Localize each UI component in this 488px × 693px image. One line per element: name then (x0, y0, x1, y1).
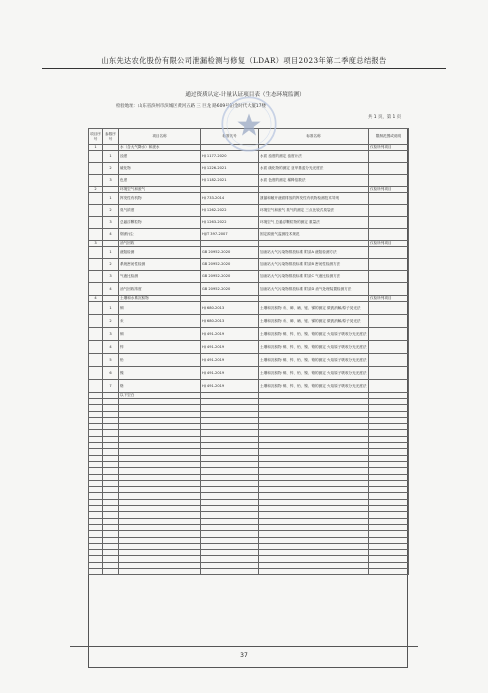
empty-cell (119, 569, 201, 575)
cell-param-no: 1 (103, 151, 119, 163)
cell-standard-name: 土壤和沉积物 铜、锌、铅、镍、铬的测定 火焰原子吸收分光光度法 (259, 341, 369, 354)
cell-item-no: 1 (89, 145, 103, 151)
inspection-address: 检验地址：山东省滨州市滨城区黄河五路 三 巨龙 路609号铂金时代大厦17楼 (116, 104, 266, 109)
table-row (89, 271, 409, 283)
cell-param-no: 1 (103, 302, 119, 315)
cell-limit-note (369, 328, 409, 341)
col-item-name: 项目名称 (119, 129, 201, 145)
cell-item-name: 以下空白 (119, 393, 201, 399)
cell-standard-code: HJ 1182-2021 (201, 175, 259, 187)
cell-standard-name: 土壤和沉积物 汞、砷、硒、铋、锑的测定 微波消解/原子荧光法 (259, 315, 369, 328)
cell-limit-note (369, 367, 409, 380)
cell-item-no (89, 259, 103, 271)
cell-param-no: 6 (103, 367, 119, 380)
cell-limit-note (369, 151, 409, 163)
cell-item-name: 色度 (119, 175, 201, 187)
cell-item-name: 液阻检测 (119, 247, 201, 259)
cell-standard-code: GB 20952-2020 (201, 247, 259, 259)
cell-item-name: 土壤和水系沉积物 (119, 296, 201, 302)
cell-limit-note (369, 354, 409, 367)
cell-limit-note (369, 315, 409, 328)
cell-standard-name: 水质 色度的测定 稀释倍数法 (259, 175, 369, 187)
cell-limit-note (369, 193, 409, 205)
table-row (89, 341, 409, 354)
cell-item-name: 气液比检测 (119, 271, 201, 283)
cell-item-no (89, 328, 103, 341)
footer-divider (70, 646, 418, 647)
cell-limit-note (369, 247, 409, 259)
empty-cell (369, 569, 409, 575)
cell-standard-name: 环境空气 总悬浮颗粒物的测定 重量法 (259, 217, 369, 229)
table-row (89, 367, 409, 380)
cell-standard-name: 土壤和沉积物 汞、砷、硒、铋、锑的测定 微波消解/原子荧光法 (259, 302, 369, 315)
cell-param-no: 3 (103, 175, 119, 187)
cell-item-no (89, 163, 103, 175)
cell-item-no (89, 302, 103, 315)
cell-item-name: 油气回收 (119, 241, 201, 247)
cell-standard-code: HJ 1262-2022 (201, 205, 259, 217)
cell-standard-name: 泄漏和敞开液面排放的挥发性有机物检测技术导则 (259, 193, 369, 205)
empty-cell (103, 569, 119, 575)
cell-item-no (89, 247, 103, 259)
cell-limit-note (369, 217, 409, 229)
cell-item-name: 水（含大气降水）和废水 (119, 145, 201, 151)
cell-param-no: 4 (103, 229, 119, 241)
table-row (89, 217, 409, 229)
empty-cell (259, 569, 369, 575)
empty-cell (201, 569, 259, 575)
cell-standard-code: GB 20952-2020 (201, 259, 259, 271)
cell-item-name: 系统密闭性检测 (119, 259, 201, 271)
cell-item-name: 铅 (119, 354, 201, 367)
col-item-no: 项目序号 (89, 129, 103, 145)
cell-item-name: 油气回收浓度 (119, 283, 201, 296)
table-row (89, 259, 409, 271)
cell-standard-code: GB 20952-2020 (201, 271, 259, 283)
cell-standard-name: 土壤和沉积物 铜、锌、铅、镍、铬的测定 火焰原子吸收分光光度法 (259, 328, 369, 341)
col-limit-note: 限制范围或说明 (369, 129, 409, 145)
cell-standard-name: 加油站大气污染物排放标准 附录A 液阻检测方法 (259, 247, 369, 259)
table-row (89, 283, 409, 296)
cell-param-no: 4 (103, 283, 119, 296)
cell-item-name: 烟(粉)尘 (119, 229, 201, 241)
cell-param-no: 1 (103, 193, 119, 205)
cell-limit-note (369, 302, 409, 315)
cell-standard-code: HJ 1177-2020 (201, 151, 259, 163)
table-row (89, 163, 409, 175)
cell-standard-name: 水质 硫化物的测定 亚甲基蓝分光光度法 (259, 163, 369, 175)
official-seal-stamp (220, 95, 278, 153)
cell-item-no (89, 205, 103, 217)
cell-limit-note (369, 175, 409, 187)
empty-row (89, 569, 409, 575)
cell-limit-note (369, 341, 409, 354)
cell-item-no (89, 271, 103, 283)
cell-standard-code: HJ 491-2019 (201, 367, 259, 380)
cell-item-no (89, 193, 103, 205)
cell-standard-name: 加油站大气污染物排放标准 附录D 油气处理装置检测方法 (259, 283, 369, 296)
cell-item-name: 锌 (119, 341, 201, 354)
cell-standard-name: 加油站大气污染物排放标准 附录B 密闭性检测方法 (259, 259, 369, 271)
page-number: 37 (240, 652, 248, 659)
cell-limit-note: 仅检所列项目 (369, 296, 409, 302)
cell-item-no (89, 367, 103, 380)
accreditation-table (88, 128, 409, 575)
cell-item-no: 3 (89, 241, 103, 247)
cell-item-name: 铬 (119, 380, 201, 393)
cell-standard-name: 土壤和沉积物 铜、锌、铅、镍、铬的测定 火焰原子吸收分光光度法 (259, 367, 369, 380)
page-count: 共 1 页，第 1 页 (368, 115, 402, 120)
cell-limit-note (369, 229, 409, 241)
cell-param-no: 2 (103, 315, 119, 328)
cell-item-no (89, 151, 103, 163)
cell-limit-note: 仅检所列项目 (369, 241, 409, 247)
cell-item-no (89, 380, 103, 393)
table-row (89, 354, 409, 367)
cell-item-name: 硫化物 (119, 163, 201, 175)
col-standard-code: 标准代号 (201, 129, 259, 145)
cell-param-no: 3 (103, 328, 119, 341)
cell-param-no: 7 (103, 380, 119, 393)
cell-item-no (89, 315, 103, 328)
report-header-title: 山东先达农化股份有限公司泄漏检测与修复（LDAR）项目2023年第二季度总结报告 (101, 56, 387, 65)
cell-item-no (89, 341, 103, 354)
cell-standard-code: HJ 491-2019 (201, 328, 259, 341)
cell-limit-note: 仅检所列项目 (369, 145, 409, 151)
cell-standard-code: HJ 1263-2022 (201, 217, 259, 229)
table-row (89, 193, 409, 205)
table-row (89, 315, 409, 328)
cell-item-name: 臭气浓度 (119, 205, 201, 217)
cell-standard-code: HJ 491-2019 (201, 380, 259, 393)
cell-standard-code: HJ 733-2014 (201, 193, 259, 205)
cell-item-name: 浊度 (119, 151, 201, 163)
table-row (89, 380, 409, 393)
col-standard-name: 标准名称 (259, 129, 369, 145)
cell-limit-note (369, 259, 409, 271)
cell-item-name: 镍 (119, 367, 201, 380)
cell-limit-note (369, 271, 409, 283)
table-row (89, 302, 409, 315)
cell-item-no (89, 283, 103, 296)
cell-limit-note (369, 380, 409, 393)
cell-item-name: 总悬浮颗粒物 (119, 217, 201, 229)
cell-param-no: 4 (103, 341, 119, 354)
cell-standard-code: GB 20952-2020 (201, 283, 259, 296)
cell-item-no (89, 354, 103, 367)
cell-standard-name: 土壤和沉积物 铜、锌、铅、镍、铬的测定 火焰原子吸收分光光度法 (259, 380, 369, 393)
cell-item-no: 4 (89, 296, 103, 302)
cell-standard-code: HJ/T 397-2007 (201, 229, 259, 241)
cell-item-name: 铜 (119, 302, 201, 315)
table-row (89, 328, 409, 341)
cell-item-name: 环境空气和废气 (119, 187, 201, 193)
cell-param-no: 2 (103, 259, 119, 271)
cell-limit-note: 仅检所列项目 (369, 187, 409, 193)
cell-item-no (89, 175, 103, 187)
cell-standard-name: 固定源废气监测技术规范 (259, 229, 369, 241)
cell-item-name: 汞 (119, 315, 201, 328)
cell-limit-note (369, 205, 409, 217)
cell-param-no: 1 (103, 247, 119, 259)
cell-standard-code: HJ 1226-2021 (201, 163, 259, 175)
table-row (89, 175, 409, 187)
cell-item-no (89, 229, 103, 241)
cell-standard-name: 水质 浊度的测定 浊度计法 (259, 151, 369, 163)
cell-item-name: 挥发性有机物 (119, 193, 201, 205)
cell-item-no: 2 (89, 187, 103, 193)
cell-param-no: 3 (103, 271, 119, 283)
cell-standard-code: HJ 491-2019 (201, 341, 259, 354)
document-title: 通过资质认定-计量认证项目表（生态环境监测） (185, 92, 305, 98)
cell-item-name: 铜 (119, 328, 201, 341)
col-param-no: 参数序号 (103, 129, 119, 145)
cell-param-no: 3 (103, 217, 119, 229)
cell-param-no: 2 (103, 163, 119, 175)
table-row (89, 205, 409, 217)
cell-standard-code: HJ 491-2019 (201, 354, 259, 367)
cell-limit-note (369, 163, 409, 175)
cell-standard-name: 环境空气和废气 臭气的测定 三点比较式臭袋法 (259, 205, 369, 217)
header-divider (42, 68, 446, 69)
cell-standard-name: 土壤和沉积物 铜、锌、铅、镍、铬的测定 火焰原子吸收分光光度法 (259, 354, 369, 367)
cell-param-no: 2 (103, 205, 119, 217)
cell-standard-name: 加油站大气污染物排放标准 附录C 气液比检测方法 (259, 271, 369, 283)
table-row (89, 229, 409, 241)
cell-param-no: 5 (103, 354, 119, 367)
cell-item-no (89, 217, 103, 229)
cell-limit-note (369, 283, 409, 296)
empty-cell (89, 569, 103, 575)
cell-standard-code: HJ 680-2013 (201, 315, 259, 328)
table-row (89, 247, 409, 259)
cell-standard-code: HJ 680-2013 (201, 302, 259, 315)
